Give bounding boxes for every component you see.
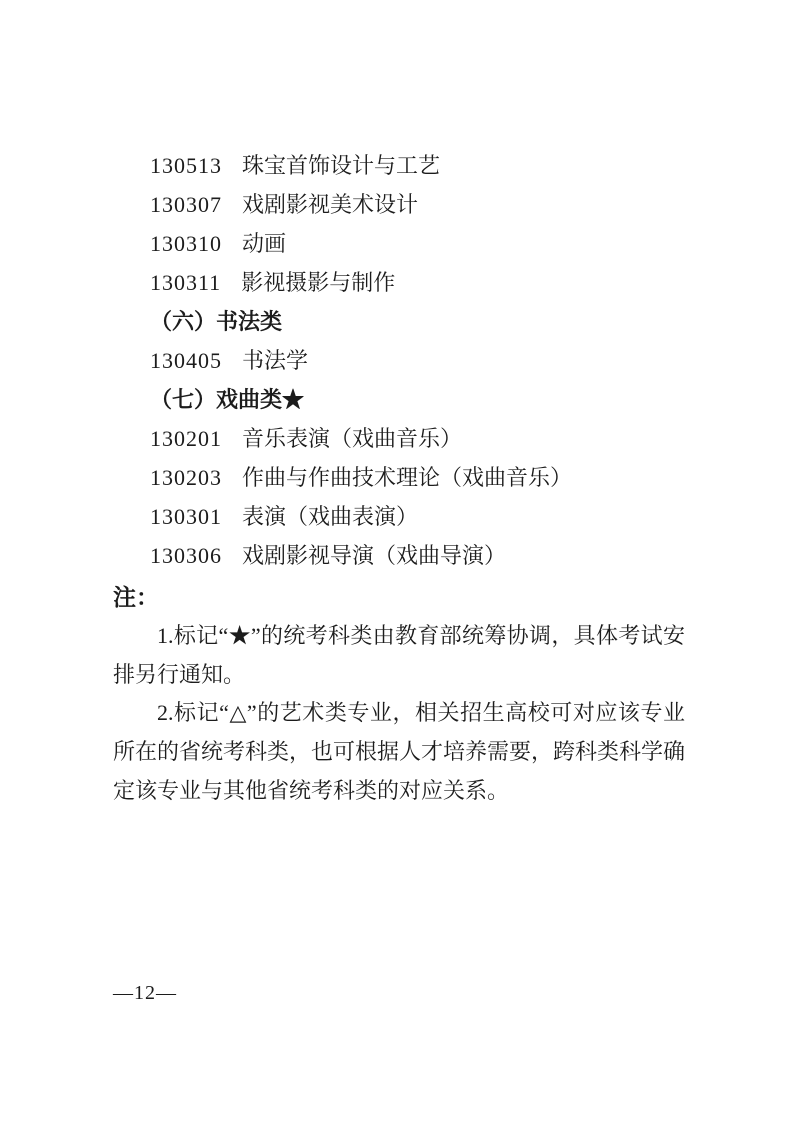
notes-heading: 注： — [113, 585, 159, 610]
section-label: （六）书法类 — [150, 309, 283, 334]
major-name: 戏剧影视美术设计 — [242, 192, 419, 217]
major-item — [113, 185, 685, 224]
major-name: 影视摄影与制作 — [241, 270, 396, 295]
major-code: 130310 — [150, 231, 222, 256]
major-code: 130405 — [150, 348, 222, 373]
major-item — [113, 419, 685, 458]
major-code: 130301 — [150, 504, 222, 529]
major-name: 音乐表演（戏曲音乐） — [242, 426, 463, 451]
major-code: 130201 — [150, 426, 222, 451]
major-item — [113, 341, 685, 380]
major-item — [113, 458, 685, 497]
major-code: 130203 — [150, 465, 222, 490]
major-item — [113, 263, 685, 302]
document-content — [113, 146, 685, 811]
major-item — [113, 497, 685, 536]
section-heading — [113, 380, 685, 419]
notes-section — [113, 578, 685, 811]
major-name: 书法学 — [242, 348, 309, 373]
major-code: 130307 — [150, 192, 222, 217]
major-name: 动画 — [242, 231, 287, 256]
major-list — [113, 146, 685, 575]
major-item — [113, 224, 685, 263]
major-item — [113, 146, 685, 185]
major-name: 珠宝首饰设计与工艺 — [242, 153, 441, 178]
major-code: 130306 — [150, 543, 222, 568]
section-label: （七）戏曲类★ — [150, 387, 305, 412]
major-name: 表演（戏曲表演） — [242, 504, 419, 529]
major-code: 130513 — [150, 153, 222, 178]
note-paragraph: 1.标记“★”的统考科类由教育部统筹协调，具体考试安排另行通知。 — [113, 623, 685, 687]
page-number: —12— — [113, 982, 177, 1004]
major-name: 作曲与作曲技术理论（戏曲音乐） — [242, 465, 573, 490]
major-item — [113, 536, 685, 575]
major-name: 戏剧影视导演（戏曲导演） — [242, 543, 507, 568]
section-heading — [113, 302, 685, 341]
major-code: 130311 — [150, 270, 222, 295]
note-paragraph: 2.标记“△”的艺术类专业，相关招生高校可对应该专业所在的省统考科类，也可根据人才培养需要，跨科类科学确定该专业与其他省统考科类的对应关系。 — [113, 700, 686, 803]
